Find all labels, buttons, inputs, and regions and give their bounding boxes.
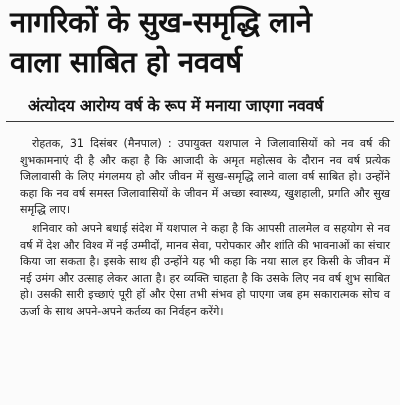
subheadline-band	[6, 92, 394, 122]
paragraph-1: रोहतक, 31 दिसंबर (मैनपाल) : उपायुक्त यशपाल ने जिलावासियों को नव वर्ष की शुभकामनाएं दी है और कहा है कि आजादी के अमृत महोत्सव के दौरान नव वर्ष प्रत्येक जिलावासी के लिए मंगलमय हो और जीवन में सुख-समृद्धि लाने वाला वर्ष साबित हो। उन्होंने कहा कि नव वर्ष समस्त जिलावासियों के जीवन में अच्छा स्वास्थ्य, खुशहाली, प्रगति और सुख समृद्धि लाए।	[20, 137, 390, 217]
headline-line-1: नागरिकों के सुख-समृद्धि लाने	[10, 5, 312, 39]
headline	[10, 2, 394, 82]
headline-line-2: वाला साबित हो नववर्ष	[10, 45, 242, 79]
subheadline: अंत्योदय आरोग्य वर्ष के रूप में मनाया जाएगा नववर्ष	[28, 96, 324, 115]
article-body	[20, 136, 390, 323]
paragraph-2: शनिवार को अपने बधाई संदेश में यशपाल ने कहा है कि आपसी तालमेल व सहयोग से नव वर्ष में देश और विश्व में नई उम्मीदों, मानव सेवा, परोपकार और शांति की भावनाओं का संचार किया जा सकता है। इसके साथ ही उन्होंने यह भी कहा कि नया साल हर किसी के जीवन में नई उमंग और उत्साह लेकर आता है। हर व्यक्ति चाहता है कि उसके लिए नव वर्ष शुभ साबित हो। उसकी सारी इच्छाएं पूरी हों और ऐसा तभी संभव हो पाएगा जब हम सकारात्मक सोच व ऊर्जा के साथ अपने-अपने कर्तव्य का निर्वहन करेंगे।	[20, 221, 390, 318]
